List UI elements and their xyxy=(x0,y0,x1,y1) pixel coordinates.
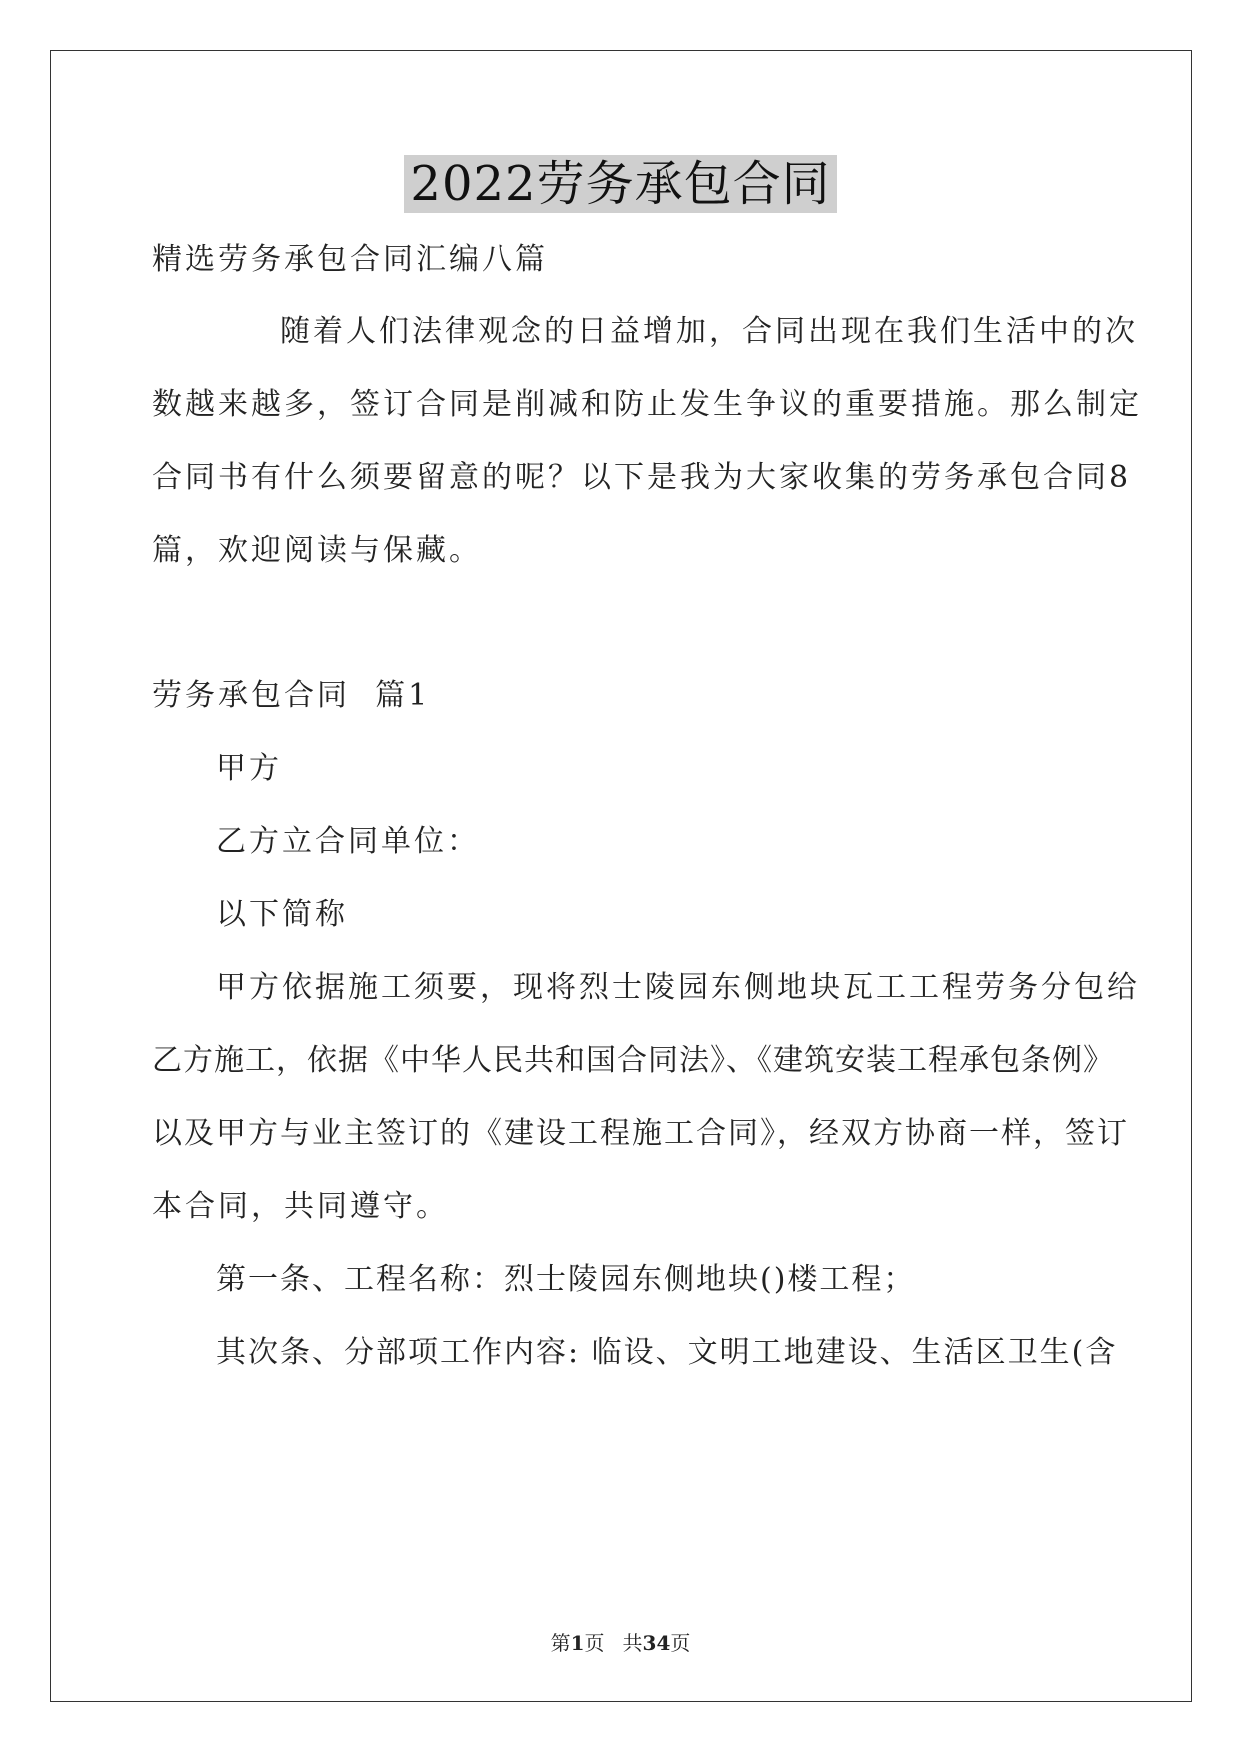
article-2: 其次条、分部项工作内容: 临设、文明工地建设、生活区卫生(含 xyxy=(216,1335,1118,1370)
footer-total-suffix: 页 xyxy=(670,1631,691,1655)
footer-page-suffix: 页 xyxy=(584,1631,605,1655)
page-border xyxy=(50,50,1192,1702)
body-line-3: 以及甲方与业主签订的《建设工程施工合同》，经双方协商一样，签订 xyxy=(152,1116,1129,1151)
intro-line-4: 篇，欢迎阅读与保藏。 xyxy=(152,533,482,568)
footer-total-number: 34 xyxy=(642,1631,671,1655)
footer-total-prefix: 共 xyxy=(622,1631,643,1655)
party-b-label: 乙方立合同单位： xyxy=(216,824,480,859)
party-a-label: 甲方 xyxy=(216,751,282,786)
footer-page-prefix: 第 xyxy=(550,1631,571,1655)
title-container xyxy=(0,155,1241,213)
intro-line-2: 数越来越多，签订合同是削减和防止发生争议的重要措施。那么制定 xyxy=(152,387,1142,422)
page-footer xyxy=(0,1630,1241,1656)
intro-line-3: 合同书有什么须要留意的呢？以下是我为大家收集的劳务承包合同8 xyxy=(152,460,1132,495)
footer-page-number: 1 xyxy=(570,1631,585,1655)
subtitle: 精选劳务承包合同汇编八篇 xyxy=(152,242,548,277)
article-1: 第一条、工程名称：烈士陵园东侧地块()楼工程； xyxy=(216,1262,916,1297)
body-line-1: 甲方依据施工须要，现将烈士陵园东侧地块瓦工工程劳务分包给 xyxy=(216,970,1140,1005)
body-line-2: 乙方施工，依据《中华人民共和国合同法》、《建筑安装工程承包条例》 xyxy=(152,1043,1114,1078)
body-line-4: 本合同，共同遵守。 xyxy=(152,1189,449,1224)
intro-line-1: 随着人们法律观念的日益增加，合同出现在我们生活中的次 xyxy=(280,314,1138,349)
document-title: 2022劳务承包合同 xyxy=(404,155,836,213)
section-heading: 劳务承包合同 篇1 xyxy=(152,678,431,713)
abbreviation-label: 以下简称 xyxy=(216,897,348,932)
